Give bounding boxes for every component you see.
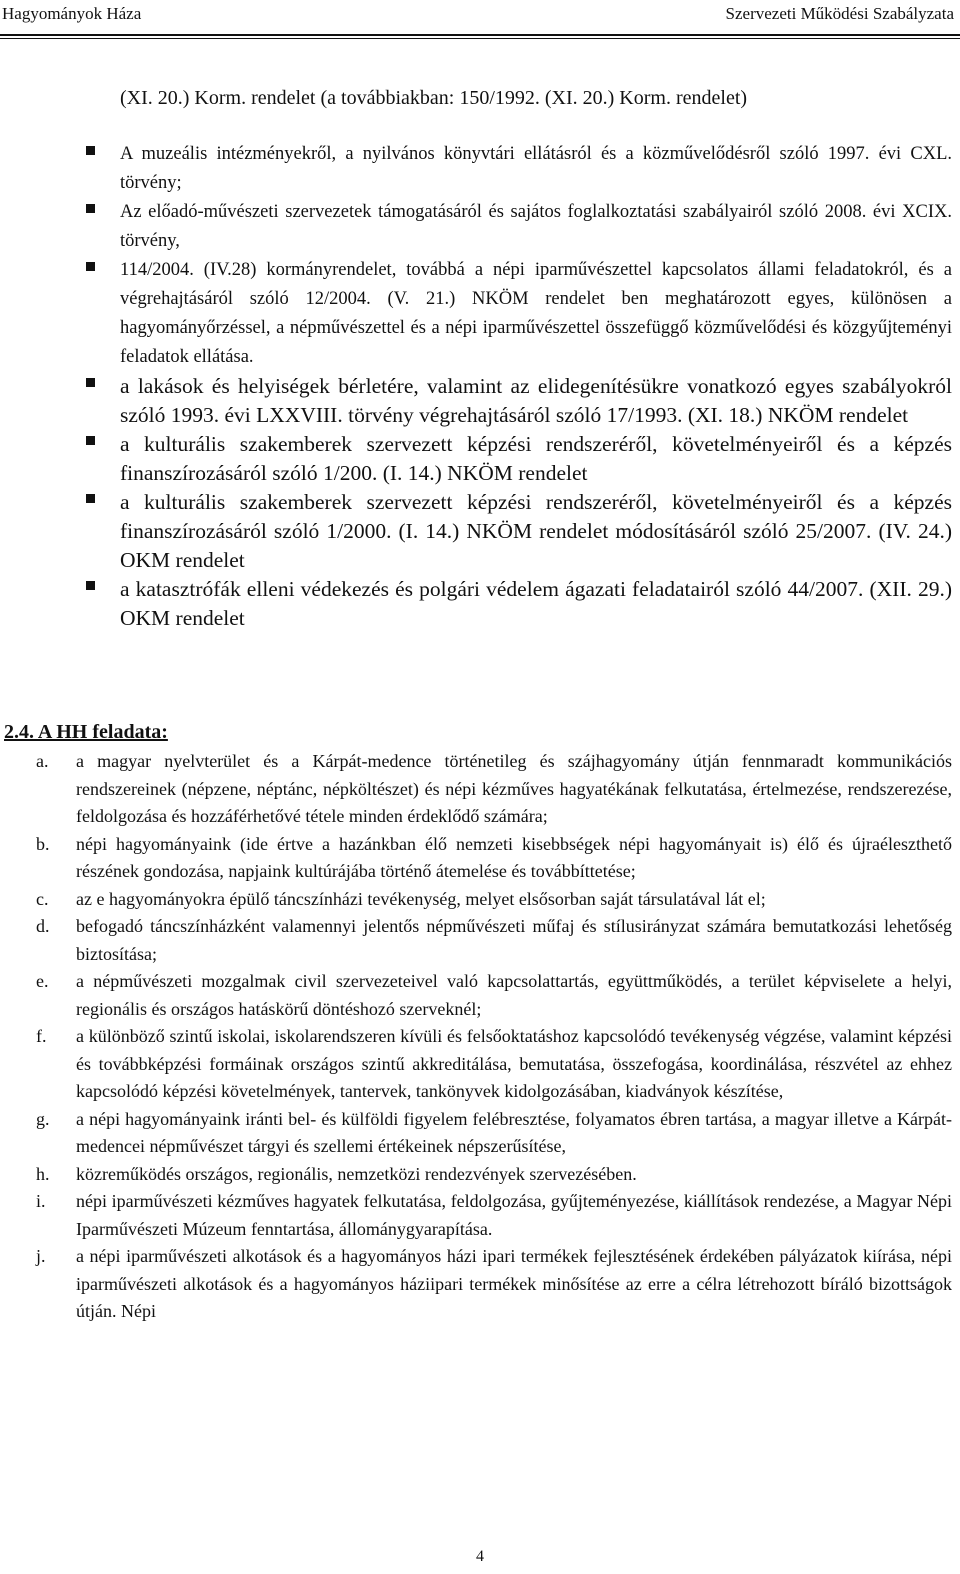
task-label: a. — [36, 751, 49, 771]
regulation-item: 114/2004. (IV.28) kormányrendelet, továbbá a népi iparművészettel kapcsolatos állami feladatokról, és a végrehajtásáról szóló 12/2004. (V. 21.) NKÖM rendelet ben meghatározott egyes, különösen a hagyományőrzéssel, a népművészettel és a népi iparművészettel összefüggő közművelődési és közgyűjteményi feladatok ellátása. — [86, 256, 952, 372]
task-label: j. — [36, 1246, 46, 1266]
task-item — [36, 1161, 952, 1189]
task-text: az e hagyományokra épülő táncszínházi tevékenység, melyet elsősorban saját társulatával lát el; — [76, 888, 766, 909]
task-label: g. — [36, 1108, 50, 1129]
task-label: i. — [36, 1191, 46, 1211]
regulation-item: a kulturális szakemberek szervezett képzési rendszeréről, követelményeiről és a képzés finanszírozásáról szóló 1/200. (I. 14.) NKÖM rendelet — [86, 430, 952, 488]
header-rule-thin — [0, 38, 960, 39]
task-label: f. — [36, 1026, 47, 1046]
bullet-square-icon — [86, 494, 95, 503]
task-item — [36, 1023, 952, 1106]
task-item — [36, 1243, 952, 1326]
task-text: a népi iparművészeti alkotások és a hagyományos házi ipari termékek fejlesztésének érdekében pályázatok kiírása, népi iparművészeti alkotások és a hagyományos háziipari termékek minősítése az erre a célra létrehozott bíráló bizottságok útján. Népi — [76, 1246, 952, 1321]
intro-text: (XI. 20.) Korm. rendelet (a továbbiakban: 150/1992. (XI. 20.) Korm. rendelet) — [120, 87, 748, 109]
task-text: népi iparművészeti kézműves hagyatek felkutatása, feldolgozása, gyűjteményezése, kiállítások rendezése, a Magyar Népi Iparművészeti Múzeum fenntartása, állománygyarapítása. — [76, 1191, 952, 1239]
page-header — [0, 0, 960, 30]
section-heading: 2.4. A HH feladata: — [4, 721, 168, 743]
task-text: a különböző szintű iskolai, iskolarendszeren kívüli és felsőoktatáshoz kapcsolódó tevékenység végzése, valamint képzési és továbbképzési formáinak országos szintű akkreditálása, bemutatása, összefogása, koordinálása, részvétel az ehhez kapcsolódó képzési követelmények, tantervek, tankönyvek kidolgozásában, kiadványok készítése, — [76, 1026, 952, 1101]
bullet-square-icon — [86, 436, 95, 445]
task-label: h. — [36, 1163, 50, 1184]
task-item — [36, 968, 952, 1023]
regulation-item: A muzeális intézményekről, a nyilvános könyvtári ellátásról és a közművelődésről szóló 1997. évi CXL. törvény; — [86, 140, 952, 198]
regulation-item: a kulturális szakemberek szervezett képzési rendszeréről, követelményeiről és a képzés finanszírozásáról szóló 1/2000. (I. 14.) NKÖM rendelet módosításáról szóló 25/2007. (IV. 24.) OKM rendelet — [86, 488, 952, 575]
regulation-item: Az előadó-művészeti szervezetek támogatásáról és sajátos foglalkoztatási szabályairól szóló 2008. évi XCIX. törvény, — [86, 198, 952, 256]
regulation-list — [86, 140, 952, 633]
task-item — [36, 1188, 952, 1243]
task-item — [36, 1106, 952, 1161]
task-text: a népművészeti mozgalmak civil szervezeteivel való kapcsolattartás, együttműködés, a terület képviselete a helyi, regionális és országos hatáskörű döntéshozó szerveknél; — [76, 971, 952, 1019]
task-text: népi hagyományaink (ide értve a hazánkban élő nemzeti kisebbségek népi hagyományait is) élő és újraéleszthető részének gondozása, napjaink kultúrájába történő átemelése és továbbíttetése; — [76, 833, 952, 881]
regulation-item: a lakások és helyiségek bérletére, valamint az elidegenítésükre vonatkozó egyes szabályokról szóló 1993. évi LXXVIII. törvény végrehajtásáról szóló 17/1993. (XI. 18.) NKÖM rendelet — [86, 372, 952, 430]
task-list — [36, 748, 952, 1326]
bullet-square-icon — [86, 378, 95, 387]
bullet-square-icon — [86, 146, 95, 155]
bullet-square-icon — [86, 204, 95, 213]
task-text: közreműködés országos, regionális, nemzetközi rendezvények szervezésében. — [76, 1163, 637, 1184]
page-number: 4 — [476, 1548, 484, 1565]
task-label: b. — [36, 833, 50, 854]
task-text: befogadó táncszínházként valamennyi jelentős népművészeti műfaj és stílusirányzat számára bemutatkozási lehetőség biztosítása; — [76, 916, 952, 964]
regulation-item: a katasztrófák elleni védekezés és polgári védelem ágazati feladatairól szóló 44/2007. (XII. 29.) OKM rendelet — [86, 575, 952, 633]
task-label: d. — [36, 916, 50, 936]
task-label: e. — [36, 971, 49, 991]
header-doc-title: Szervezeti Működési Szabályzata — [725, 4, 954, 23]
task-item — [36, 886, 952, 914]
task-text: a magyar nyelvterület és a Kárpát-medence történetileg és szájhagyomány útján fennmaradt kommunikációs rendszereinek (népzene, néptánc, népköltészet) és népi kézműves hagyatékának felkutatása, értelmezése, rendszerezése, feldolgozása és hozzáférhetővé tétele minden érdeklődő számára; — [76, 751, 952, 826]
task-label: c. — [36, 888, 49, 909]
task-text: a népi hagyományaink iránti bel- és külföldi figyelem felébresztése, folyamatos ébren tartása, a magyar illetve a Kárpát-medencei népművészet tárgyi és szellemi értékeinek népszerűsítése, — [76, 1108, 952, 1156]
bullet-square-icon — [86, 581, 95, 590]
task-item — [36, 748, 952, 831]
task-item — [36, 831, 952, 886]
task-item — [36, 913, 952, 968]
header-org-name: Hagyományok Háza — [2, 4, 142, 23]
header-rule-thick — [0, 34, 960, 36]
intro-paragraph — [120, 84, 952, 113]
bullet-square-icon — [86, 262, 95, 271]
